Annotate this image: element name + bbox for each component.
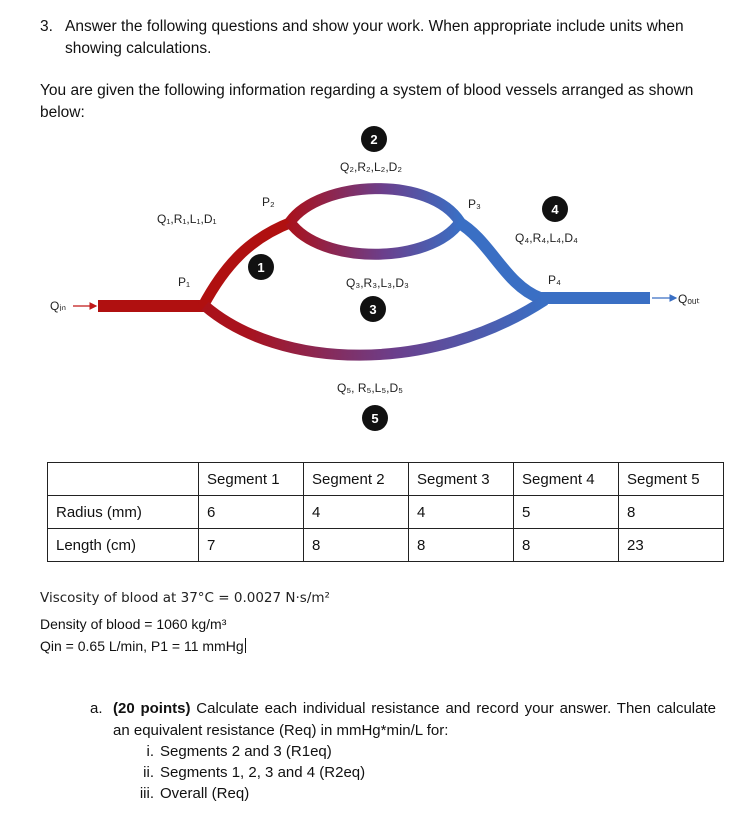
table-cell: 6	[199, 496, 304, 529]
qin-p1-text: Qin = 0.65 L/min, P1 = 11 mmHg	[40, 638, 244, 654]
table-row	[48, 529, 724, 562]
table-header-cell: Segment 1	[199, 463, 304, 496]
pressure-p3: P₃	[468, 197, 481, 211]
intro-text: You are given the following information regarding a system of blood vessels arranged as shown below:	[40, 82, 694, 121]
q-in-label: Qᵢₙ	[50, 299, 67, 313]
list-item	[130, 741, 365, 762]
segment-1-badge	[248, 254, 274, 280]
segment-1-vessel	[203, 222, 292, 306]
segment-5-number: 5	[371, 411, 379, 426]
pressure-p4: P₄	[548, 273, 561, 287]
segment-3-number: 3	[369, 302, 377, 317]
qin-p1-line[interactable]	[40, 635, 330, 657]
table-header-cell: Segment 3	[409, 463, 514, 496]
segment-4-label: Q₄,R₄,L₄,D₄	[515, 231, 578, 245]
segment-1-number: 1	[257, 260, 265, 275]
segment-2-label: Q₂,R₂,L₂,D₂	[340, 160, 402, 174]
segment-data-table	[47, 462, 724, 562]
segment-1-label: Q₁,R₁,L₁,D₁	[157, 212, 217, 226]
table-header-cell	[48, 463, 199, 496]
part-a	[90, 698, 716, 742]
segment-3-label: Q₃,R₃,L₃,D₃	[346, 276, 409, 290]
table-cell: 4	[304, 496, 409, 529]
table-row	[48, 496, 724, 529]
table-cell: 7	[199, 529, 304, 562]
list-item	[130, 783, 365, 804]
segment-3-vessel	[290, 222, 460, 254]
density-text: Density of blood = 1060 kg/m³	[40, 616, 227, 632]
blood-vessel-diagram	[0, 120, 756, 440]
list-numeral: ii.	[143, 764, 154, 781]
list-text: Segments 2 and 3 (R1eq)	[160, 743, 332, 760]
pressure-p2: P₂	[262, 195, 275, 209]
part-a-points: (20 points)	[113, 700, 191, 717]
row-label: Radius (mm)	[48, 496, 199, 529]
segment-5-label: Q₅, R₅,L₅,D₅	[337, 381, 404, 395]
question-number: 3.	[40, 18, 53, 35]
list-numeral: i.	[146, 743, 154, 760]
table-cell: 8	[304, 529, 409, 562]
viscosity-text: Viscosity of blood at 37°C = 0.0027 N·s/m²	[40, 590, 330, 606]
segment-2-number: 2	[370, 132, 378, 147]
part-a-text: Calculate each individual resistance and record your answer. Then calculate an equivalent resistance (Req) in mmHg*min/L for:	[113, 700, 716, 739]
segment-4-badge	[542, 196, 568, 222]
list-text: Segments 1, 2, 3 and 4 (R2eq)	[160, 764, 366, 781]
part-a-sublist	[130, 741, 365, 804]
question-3	[40, 16, 730, 60]
table-cell: 8	[619, 496, 724, 529]
table-cell: 4	[409, 496, 514, 529]
table-header-cell: Segment 4	[514, 463, 619, 496]
list-item	[130, 762, 365, 783]
table-header-cell: Segment 2	[304, 463, 409, 496]
segment-2-badge	[361, 126, 387, 152]
table-header-cell: Segment 5	[619, 463, 724, 496]
question-text: Answer the following questions and show your work. When appropriate include units when showing calculations.	[65, 18, 684, 57]
segment-3-badge	[360, 296, 386, 322]
segment-5-badge	[362, 405, 388, 431]
list-numeral: iii.	[139, 785, 154, 802]
part-a-letter: a.	[90, 700, 103, 717]
blood-properties	[40, 587, 330, 657]
table-cell: 8	[409, 529, 514, 562]
table-header-row	[48, 463, 724, 496]
row-label: Length (cm)	[48, 529, 199, 562]
table-cell: 5	[514, 496, 619, 529]
segment-2-vessel	[290, 189, 460, 222]
q-out-label: Qₒᵤₜ	[678, 292, 700, 306]
list-text: Overall (Req)	[160, 785, 250, 802]
table-cell: 8	[514, 529, 619, 562]
pressure-p1: P₁	[178, 275, 191, 289]
text-cursor	[245, 638, 246, 653]
segment-4-number: 4	[551, 202, 559, 217]
table-cell: 23	[619, 529, 724, 562]
